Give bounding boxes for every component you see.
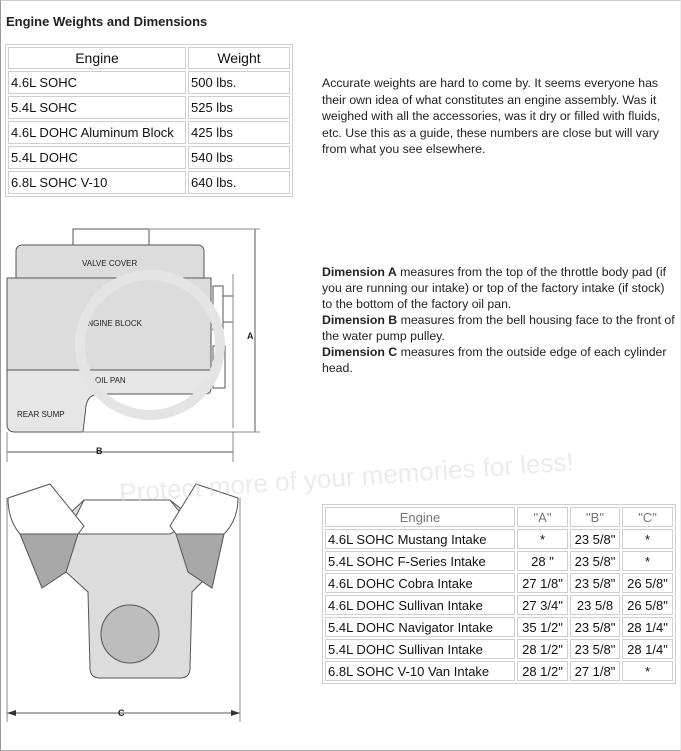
c-cell: 26 5/8" [622,595,673,615]
weight-note: Accurate weights are hard to come by. It seems everyone has their own idea of what constitutes an engine assembly. Was it weighed with all the accessories, was it dry or filled with fluids, etc. Use this as a guide, these numbers are close but will vary from what you see elsewhere. [322,76,661,157]
engine-cell: 4.6L SOHC Mustang Intake [325,529,515,549]
a-cell: 27 1/8" [517,573,568,593]
engine-cell: 4.6L DOHC Cobra Intake [325,573,515,593]
a-cell: 28 1/2" [517,661,568,681]
table-row [325,617,673,637]
table-row [325,529,673,549]
dim-a-title: Dimension A [322,265,397,279]
dim-c-right-arrow [231,710,240,716]
b-cell: 23 5/8" [570,639,620,659]
engine-block-label: ENGINE BLOCK [82,319,143,328]
dim-c-title: Dimension C [322,345,398,359]
crank-pulley [101,605,159,663]
b-cell: 23 5/8 [570,595,620,615]
page-title: Engine Weights and Dimensions [6,14,208,29]
throttle-body-pad [73,229,149,245]
watermark-text: Protect more of your memories for less! [118,446,575,508]
a-cell: * [517,529,568,549]
c-header: "C" [622,507,673,527]
table-header-row [325,507,673,527]
table-row [325,573,673,593]
weight-cell: 540 lbs [188,146,290,169]
a-cell: 35 1/2" [517,617,568,637]
left-head-lower [20,534,78,588]
engine-cell: 5.4L DOHC Navigator Intake [325,617,515,637]
a-cell: 28 1/2" [517,639,568,659]
engine-header: Engine [325,507,515,527]
dim-a-label: A [247,331,254,341]
b-cell: 23 5/8" [570,529,620,549]
engine-cell: 5.4L SOHC F-Series Intake [325,551,515,571]
front-view-diagram [7,484,240,722]
oil-pan-label: OIL PAN [95,376,126,385]
rear-sump-label: REAR SUMP [17,410,65,419]
engine-cell: 6.8L SOHC V-10 [8,171,186,194]
left-cylinder-head [8,484,84,534]
engine-cell: 5.4L DOHC [8,146,186,169]
weight-cell: 425 lbs [188,121,290,144]
dimensions-description [322,264,678,376]
table-row [325,551,673,571]
b-cell: 23 5/8" [570,551,620,571]
c-cell: * [622,529,673,549]
weight-header: Weight [188,47,290,69]
engine-cell: 4.6L SOHC [8,71,186,94]
dim-b-text: measures from the bell housing face to the front of the water pump pulley. [322,313,675,343]
c-cell: 26 5/8" [622,573,673,593]
weight-cell: 500 lbs. [188,71,290,94]
a-cell: 27 3/4" [517,595,568,615]
b-header: "B" [570,507,620,527]
valve-cover-label: VALVE COVER [82,259,138,268]
c-cell: * [622,661,673,681]
c-cell: 28 1/4" [622,639,673,659]
table-row [325,661,673,681]
dim-a-text: measures from the top of the throttle body pad (if you are running our intake) or top of the factory intake (if stock) to the bottom of the factory oil pan. [322,265,667,311]
engine-cell: 5.4L SOHC [8,96,186,119]
front-pulley [223,296,233,322]
weight-cell: 640 lbs. [188,171,290,194]
dim-b-label: B [96,446,103,456]
table-row [325,639,673,659]
engine-header: Engine [8,47,186,69]
dim-c-text: measures from the outside edge of each cylinder head. [322,345,667,375]
engine-cell: 5.4L DOHC Sullivan Intake [325,639,515,659]
dim-c-left-arrow [7,710,16,716]
engine-cell: 6.8L SOHC V-10 Van Intake [325,661,515,681]
dim-b-title: Dimension B [322,313,398,327]
table-row [325,595,673,615]
b-cell: 27 1/8" [570,661,620,681]
engine-cell: 4.6L DOHC Sullivan Intake [325,595,515,615]
intake-dimensions-table [322,504,676,684]
c-cell: 28 1/4" [622,617,673,637]
b-cell: 23 5/8" [570,617,620,637]
b-cell: 23 5/8" [570,573,620,593]
weight-cell: 525 lbs [188,96,290,119]
c-cell: * [622,551,673,571]
a-cell: 28 " [517,551,568,571]
dim-c-label: C [118,708,125,718]
a-header: "A" [517,507,568,527]
engine-cell: 4.6L DOHC Aluminum Block [8,121,186,144]
